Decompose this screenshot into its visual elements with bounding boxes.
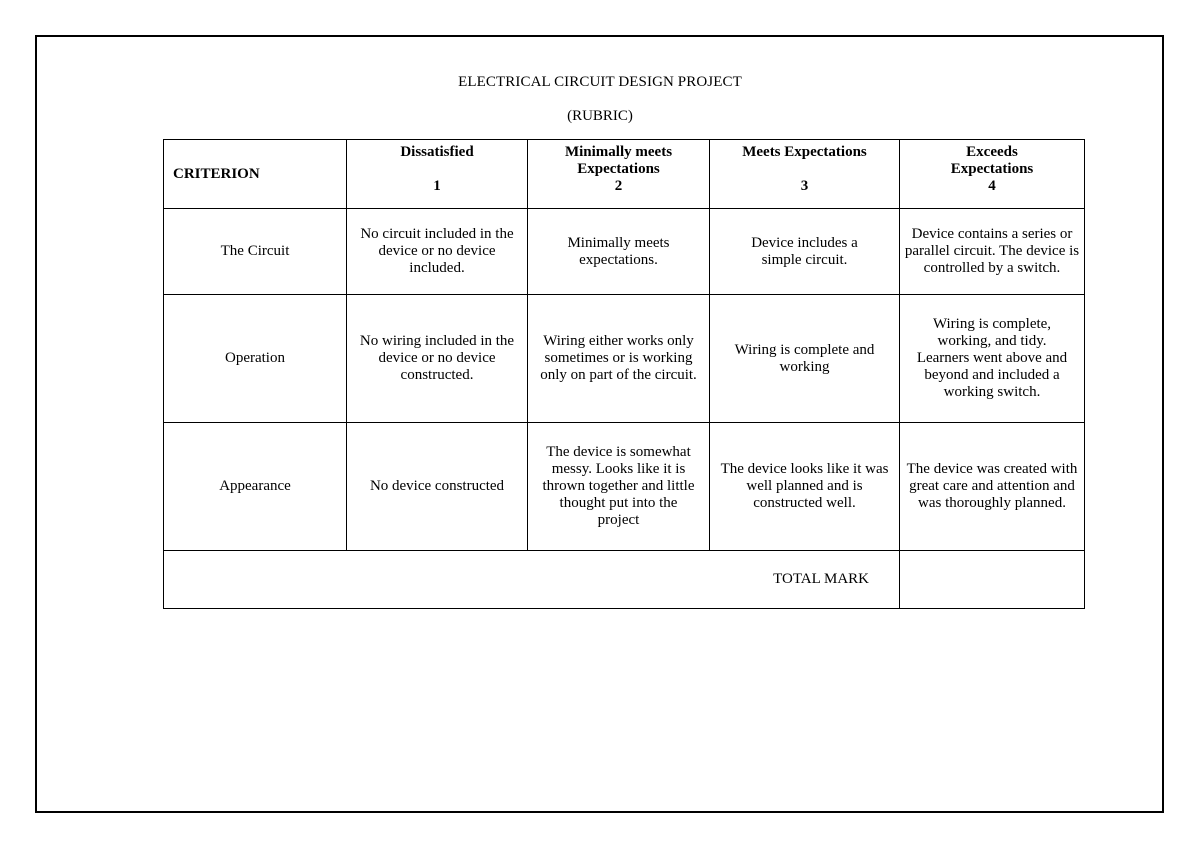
descriptor-cell: The device looks like it was well planned and is constructed well. xyxy=(710,423,900,551)
descriptor-cell: Device contains a series or parallel circuit. The device is controlled by a switch. xyxy=(900,209,1085,295)
level-header-minimally-meets xyxy=(528,140,710,209)
rubric-row-operation xyxy=(164,295,1085,423)
descriptor-cell: Wiring is complete, working, and tidy. Learners went above and beyond and included a working switch. xyxy=(900,295,1085,423)
criterion-column-header: CRITERION xyxy=(164,140,347,209)
level-label: Dissatisfied xyxy=(400,144,474,160)
descriptor-cell: The device is somewhat messy. Looks like it is thrown together and little thought put into the project xyxy=(528,423,710,551)
level-label: Exceeds Expectations xyxy=(950,144,1034,177)
level-header-meets xyxy=(710,140,900,209)
rubric-table xyxy=(163,139,1085,609)
total-mark-value xyxy=(900,551,1085,609)
descriptor-cell: Minimally meets expectations. xyxy=(528,209,710,295)
level-label: Meets Expectations xyxy=(742,144,867,160)
rubric-row-circuit xyxy=(164,209,1085,295)
descriptor-cell: Wiring is complete and working xyxy=(710,295,900,423)
descriptor-cell: No device constructed xyxy=(347,423,528,551)
document-title: ELECTRICAL CIRCUIT DESIGN PROJECT xyxy=(458,74,742,90)
level-header-dissatisfied xyxy=(347,140,528,209)
descriptor-cell: Device includes a simple circuit. xyxy=(710,209,900,295)
criterion-name: The Circuit xyxy=(164,209,347,295)
descriptor-cell: No wiring included in the device or no device constructed. xyxy=(347,295,528,423)
document-subtitle: (RUBRIC) xyxy=(567,108,633,124)
level-score: 2 xyxy=(614,178,623,194)
descriptor-cell: The device was created with great care and attention and was thoroughly planned. xyxy=(900,423,1085,551)
criterion-name: Appearance xyxy=(164,423,347,551)
level-header-exceeds xyxy=(900,140,1085,209)
descriptor-cell: No circuit included in the device or no device included. xyxy=(347,209,528,295)
total-mark-label: TOTAL MARK xyxy=(164,551,900,609)
rubric-header-row xyxy=(164,140,1085,209)
criterion-name: Operation xyxy=(164,295,347,423)
rubric-total-row xyxy=(164,551,1085,609)
level-score: 1 xyxy=(433,178,441,194)
level-score: 4 xyxy=(988,178,996,194)
level-label: Minimally meets Expectations xyxy=(564,144,673,177)
rubric-row-appearance xyxy=(164,423,1085,551)
level-score: 3 xyxy=(800,178,809,194)
descriptor-cell: Wiring either works only sometimes or is working only on part of the circuit. xyxy=(528,295,710,423)
